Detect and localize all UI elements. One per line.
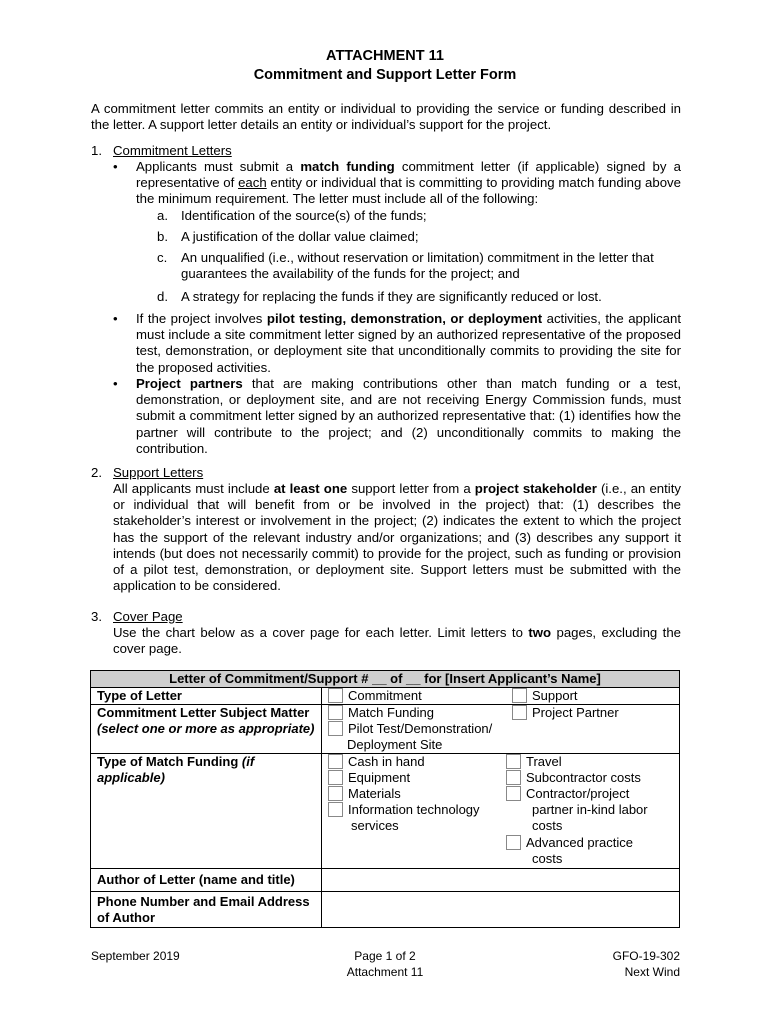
option-equipment[interactable]: Equipment (328, 770, 410, 786)
checkbox[interactable] (506, 835, 521, 850)
checkbox[interactable] (328, 770, 343, 785)
option-support[interactable]: Support (512, 688, 578, 704)
checkbox[interactable] (328, 786, 343, 801)
table-header: Letter of Commitment/Support # __ of __ for [Insert Applicant’s Name] (91, 671, 680, 688)
section-heading: Commitment Letters (113, 143, 232, 158)
checkbox[interactable] (328, 754, 343, 769)
section-body: All applicants must include at least one support letter from a project stakeholder (i.e., an entity or individual that will benefit from or be involved in the project) that: (1) describes the stakeholder’s interest or involvement in the project; (2) indicates the extent to which the project has the support of the relevant industry and/or organizations; and (3) describes any support it intends (but does not necessarily commit) to provide for the project, such as funding or provision of a pilot test, demonstration, or deployment site. Support letters must be submitted with the application to be considered. (113, 481, 681, 594)
bullet-text: Project partners that are making contributions other than match funding or a test, demonstration, or deployment site, and are not receiving Energy Commission funds, must submit a commitment letter signed by an authorized representative that: (1) identifies how the partner will contribute to the project; and (2) unconditionally commits to making the contribution. (136, 376, 681, 456)
checkbox[interactable] (512, 705, 527, 720)
option-materials[interactable]: Materials (328, 786, 401, 802)
row-options (322, 688, 680, 705)
option-subcontractor-costs[interactable]: Subcontractor costs (506, 770, 641, 786)
row-author (91, 869, 680, 892)
row-label: Type of Match Funding (if applicable) (91, 754, 322, 869)
bullet-text: Applicants must submit a match funding commitment letter (if applicable) signed by a representative of each entity or individual that is committing to providing match funding above the minimum requirement. The letter must include all of the following: (136, 159, 681, 207)
option-it-cont: services (351, 818, 399, 833)
row-options (322, 705, 680, 754)
author-field[interactable] (322, 869, 680, 892)
checkbox[interactable] (506, 786, 521, 801)
checkbox[interactable] (328, 721, 343, 736)
cover-page-table (90, 670, 680, 928)
row-subject-matter (91, 705, 680, 754)
document-title: ATTACHMENT 11 (326, 48, 444, 64)
row-contact (91, 892, 680, 928)
footer-ref: GFO-19-302 Next Wind (612, 949, 680, 979)
option-pilot-test[interactable]: Pilot Test/Demonstration/ (328, 721, 492, 737)
bullet-icon: • (113, 376, 118, 391)
row-type-of-letter (91, 688, 680, 705)
option-advanced-cont: costs (532, 851, 563, 866)
footer-page: Page 1 of 2 Attachment 11 (346, 949, 424, 979)
contact-field[interactable] (322, 892, 680, 928)
row-label: Author of Letter (name and title) (91, 869, 322, 892)
row-label: Type of Letter (91, 688, 322, 705)
option-contractor-in-kind[interactable]: Contractor/project (506, 786, 629, 802)
checkbox[interactable] (506, 770, 521, 785)
checkbox[interactable] (506, 754, 521, 769)
option-pilot-test-cont: Deployment Site (347, 737, 443, 752)
section-heading: Cover Page (113, 609, 183, 624)
bullet-icon: • (113, 311, 118, 326)
option-contractor-cont2: costs (532, 818, 563, 833)
row-options (322, 754, 680, 869)
section-number: 2. (91, 465, 102, 480)
option-cash-in-hand[interactable]: Cash in hand (328, 754, 425, 770)
section-body: Use the chart below as a cover page for each letter. Limit letters to two pages, excluding the cover page. (113, 625, 681, 657)
document-subtitle: Commitment and Support Letter Form (253, 67, 517, 83)
option-information-technology[interactable]: Information technology (328, 802, 480, 818)
option-advanced-practice[interactable]: Advanced practice (506, 835, 633, 851)
option-match-funding[interactable]: Match Funding (328, 705, 434, 721)
intro-paragraph: A commitment letter commits an entity or individual to providing the service or funding described in the letter. A support letter details an entity or individual’s support for the project. (91, 101, 681, 133)
row-label: Phone Number and Email Address of Author (91, 892, 322, 928)
option-project-partner[interactable]: Project Partner (512, 705, 619, 721)
bullet-icon: • (113, 159, 118, 174)
option-contractor-cont: partner in-kind labor (532, 802, 648, 817)
option-travel[interactable]: Travel (506, 754, 562, 770)
checkbox[interactable] (328, 705, 343, 720)
checkbox[interactable] (512, 688, 527, 703)
bullet-text: If the project involves pilot testing, demonstration, or deployment activities, the applicant must include a site commitment letter signed by an authorized representative of the proposed test, demonstration, or deployment site that unconditionally commits to providing the site for the proposed activities. (136, 311, 681, 375)
section-heading: Support Letters (113, 465, 204, 480)
row-label: Commitment Letter Subject Matter (select one or more as appropriate) (91, 705, 322, 754)
section-number: 3. (91, 609, 102, 624)
checkbox[interactable] (328, 688, 343, 703)
footer-date: September 2019 (91, 949, 180, 963)
option-commitment[interactable]: Commitment (328, 688, 422, 704)
section-number: 1. (91, 143, 102, 158)
checkbox[interactable] (328, 802, 343, 817)
row-match-funding-type (91, 754, 680, 869)
